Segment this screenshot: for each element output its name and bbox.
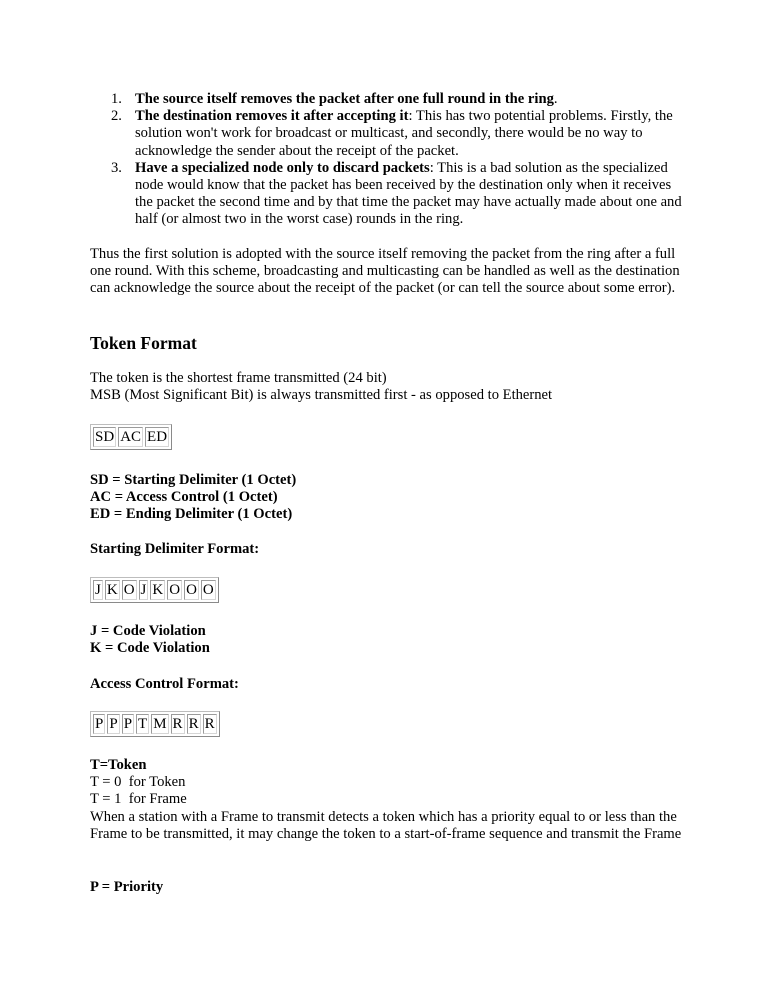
list-item: 1. The source itself removes the packet after one full round in the ring.: [111, 91, 558, 107]
ac-fields-table-wrap: [90, 711, 220, 737]
section-heading: Token Format: [90, 333, 197, 353]
ac-fields-table: [90, 711, 220, 737]
token-description: [90, 370, 690, 404]
token-bit-section: [90, 757, 690, 843]
list-item-text: : This has two potential problems. Firstly, the solution won't work for broadcast or multicast, and secondly, there would be no way to acknowledge the sender about the receipt of the packet.: [135, 108, 673, 159]
field-cell: P: [123, 716, 133, 732]
field-cell: R: [204, 716, 215, 732]
field-cell: AC: [120, 429, 142, 445]
field-cell: T: [138, 716, 148, 732]
definition-line: K = Code Violation: [90, 640, 210, 657]
jk-definitions: [90, 623, 690, 657]
t-paragraph: When a station with a Frame to transmit detects a token which has a priority equal to or less than the Frame to be transmitted, it may change the token to a start-of-frame sequence and transmit the Frame: [90, 808, 682, 842]
list-item-text: .: [553, 91, 558, 107]
token-line: MSB (Most Significant Bit) is always transmitted first - as opposed to Ethernet: [90, 387, 553, 404]
field-cell: ED: [147, 429, 168, 445]
field-cell: K: [106, 582, 118, 598]
t-title: T=Token: [90, 757, 147, 773]
definition-line: J = Code Violation: [90, 623, 206, 639]
t-line: T = 1 for Frame: [90, 791, 187, 808]
token-fields-table-wrap: [90, 424, 172, 450]
definition-line: AC = Access Control (1 Octet): [90, 489, 278, 506]
subheading: P = Priority: [90, 879, 164, 895]
list-item: 2. The destination removes it after accepting it: This has two potential problems. Firstly, the solution won't work for broadcast or multicast, and secondly, there would be no way to acknowledge the sender about the receipt of the packet.: [111, 108, 673, 159]
list-item-bold: The destination removes it after accepting it: [135, 108, 409, 125]
solutions-list: [90, 91, 690, 229]
field-cell: O: [123, 582, 135, 598]
sd-fields-table-wrap: [90, 577, 219, 603]
field-cell: J: [140, 582, 147, 598]
field-cell: K: [152, 582, 164, 598]
field-cell: P: [109, 716, 118, 732]
field-cell: O: [202, 582, 214, 598]
definition-line: ED = Ending Delimiter (1 Octet): [90, 506, 293, 523]
field-definitions: [90, 472, 690, 524]
field-cell: O: [169, 582, 181, 598]
list-item-bold: Have a specialized node only to discard packets: [135, 159, 430, 176]
sd-fields-table: [90, 577, 219, 603]
field-cell: SD: [95, 429, 115, 445]
field-cell: M: [153, 716, 167, 732]
paragraph: Thus the first solution is adopted with the source itself removing the packet from the ring after a full one round. With this scheme, broadcasting and multicasting can be handled as well as the destination can acknowledge the source about the receipt of the packet (or can tell the source about some error).: [90, 246, 680, 297]
subheading: Access Control Format:: [90, 676, 239, 692]
field-cell: P: [95, 716, 104, 732]
token-line: The token is the shortest frame transmitted (24 bit): [90, 370, 387, 386]
definition-line: SD = Starting Delimiter (1 Octet): [90, 472, 297, 488]
field-cell: J: [95, 582, 101, 598]
field-cell: R: [172, 716, 183, 732]
list-item: 3. Have a specialized node only to discard packets: This is a bad solution as the specialized node would know that the packet has been received by the destination only when it receives the packet the second time and by that time the packet may have actually made about one and half (or almost two in the worst case) rounds in the ring.: [111, 159, 682, 228]
field-cell: O: [186, 582, 197, 598]
token-fields-table: [90, 424, 172, 450]
list-item-text: : This is a bad solution as the specialized node would know that the packet has been received by the destination only when it receives the packet the second time and by that time the packet may have actually made about one and half (or almost two in the worst case) rounds in the ring.: [135, 159, 682, 228]
subheading: Starting Delimiter Format:: [90, 541, 260, 557]
field-cell: R: [188, 716, 199, 732]
t-line: T = 0 for Token: [90, 774, 186, 791]
list-item-bold: The source itself removes the packet after one full round in the ring: [135, 91, 554, 107]
